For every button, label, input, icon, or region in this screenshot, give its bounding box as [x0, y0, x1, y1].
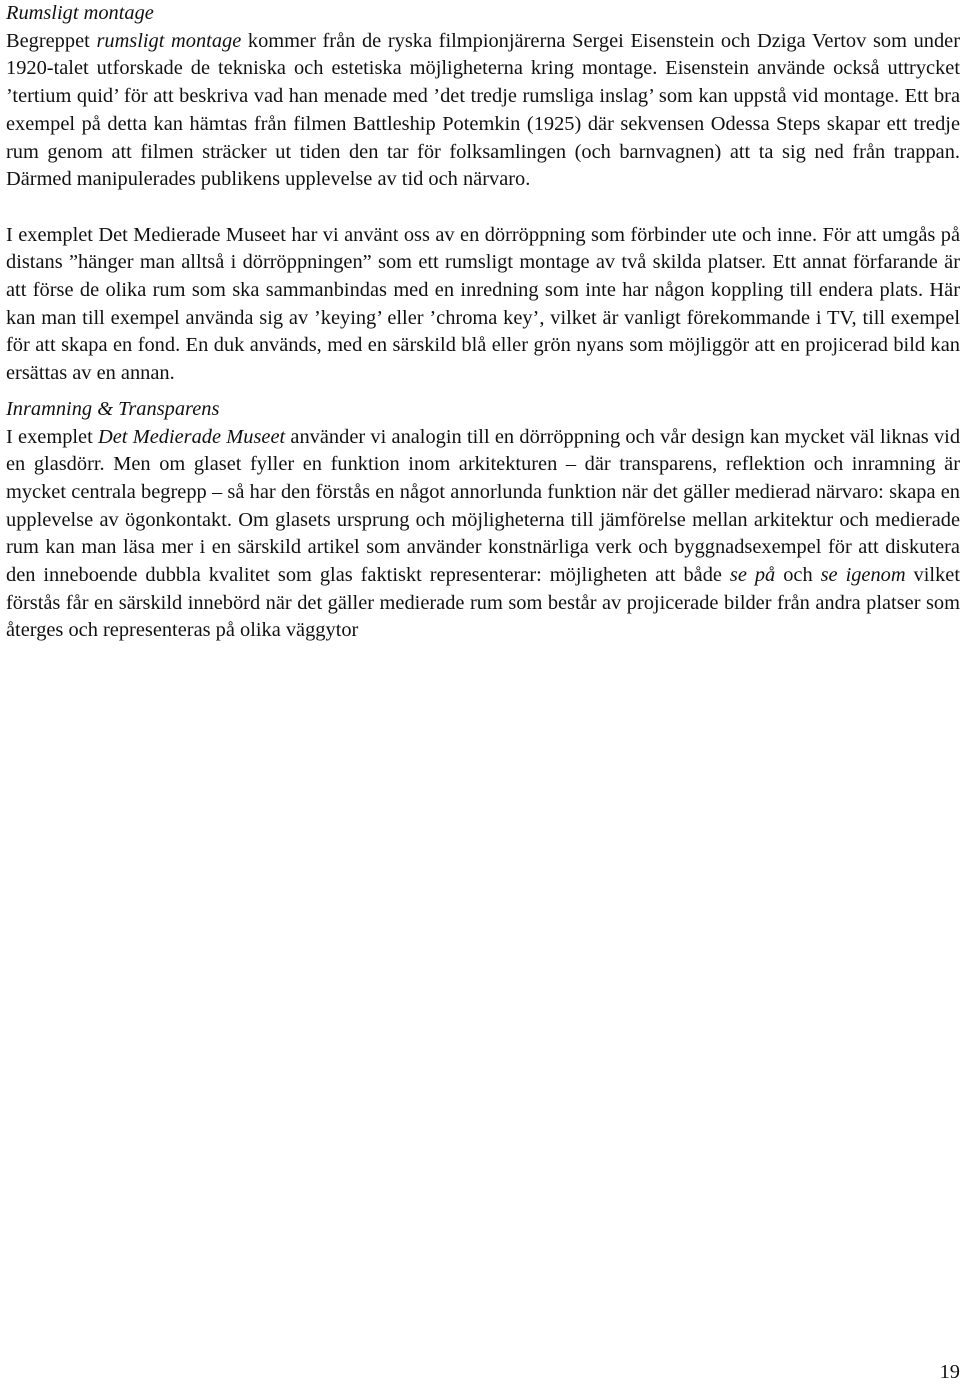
paragraph	[6, 222, 960, 388]
paragraph-gap	[6, 388, 960, 396]
text-span: Begreppet	[6, 29, 97, 52]
text-span: och	[775, 564, 821, 587]
text-span: I exemplet	[6, 425, 99, 448]
document-page	[6, 0, 960, 645]
section-heading-rumsligt-montage: Rumsligt montage	[6, 2, 154, 24]
text-span: använder vi analogin till en dörröppning och vår design kan mycket väl liknas vid en glasdörr. Men om glaset fyller en funktion inom arkitekturen – där transparens, reflektion och inramning är mycket centrala begrepp – så har den förstås en något annorlunda funktion när det gäller medierad närvaro: skapa en upplevelse av ögonkontakt. Om glasets ursprung och möjligheterna till jämförelse mellan arkitektur och medierade rum kan man läsa mer i en särskild artikel som använder konstnärliga verk och byggnadsexempel för att diskutera den inneboende dubbla kvalitet som glas faktiskt representerar: möjligheten att både	[6, 425, 960, 587]
section-heading-inramning-transparens: Inramning & Transparens	[6, 397, 220, 420]
text-span: kommer från de ryska filmpionjärerna Sergei Eisenstein och Dziga Vertov som under 1920-talet utforskade de tekniska och estetiska möjligheterna kring montage. Eisenstein använde också uttrycket ’tertium quid’ för att beskriva vad han menade med ’det tredje rumsliga inslag’ som kan uppstå vid montage. Ett bra exempel på detta kan hämtas från filmen Battleship Potemkin (1925) där sekvensen Odessa Steps skapar ett tredje rum genom att filmen sträcker ut tiden den tar för folksamlingen (och barnvagnen) att ta sig ned från trappan. Därmed manipulerades publikens upplevelse av tid och närvaro.	[6, 29, 960, 191]
italic-text-span: se igenom	[820, 564, 906, 587]
paragraph	[6, 424, 960, 646]
italic-text-span: rumsligt montage	[96, 29, 242, 52]
text-span: vilket förstås får en särskild innebörd när det gäller medierade rum som består av projicerade bilder från andra platser som återges och representeras på olika väggytor	[6, 564, 960, 642]
text-span: I exemplet Det Medierade Museet har vi använt oss av en dörröppning som förbinder ute och inne. För att umgås på distans ”hänger man alltså i dörröppningen” som ett rumsligt montage av två skilda platser. Ett annat förfarande är att förse de olika rum som ska sammanbindas med en inredning som inte har någon koppling till endera plats. Här kan man till exempel använda sig av ’keying’ eller ’chroma key’, vilket är vanligt förekommande i TV, till exempel för att skapa en fond. En duk används, med en särskild blå eller grön nyans som möjliggör att en projicerad bild kan ersättas av en annan.	[6, 223, 960, 385]
paragraph-gap	[6, 194, 960, 222]
italic-text-span: se på	[729, 564, 776, 587]
italic-text-span: Det Medierade Museet	[98, 425, 286, 448]
paragraph	[6, 28, 960, 194]
page-number: 19	[939, 1361, 960, 1383]
